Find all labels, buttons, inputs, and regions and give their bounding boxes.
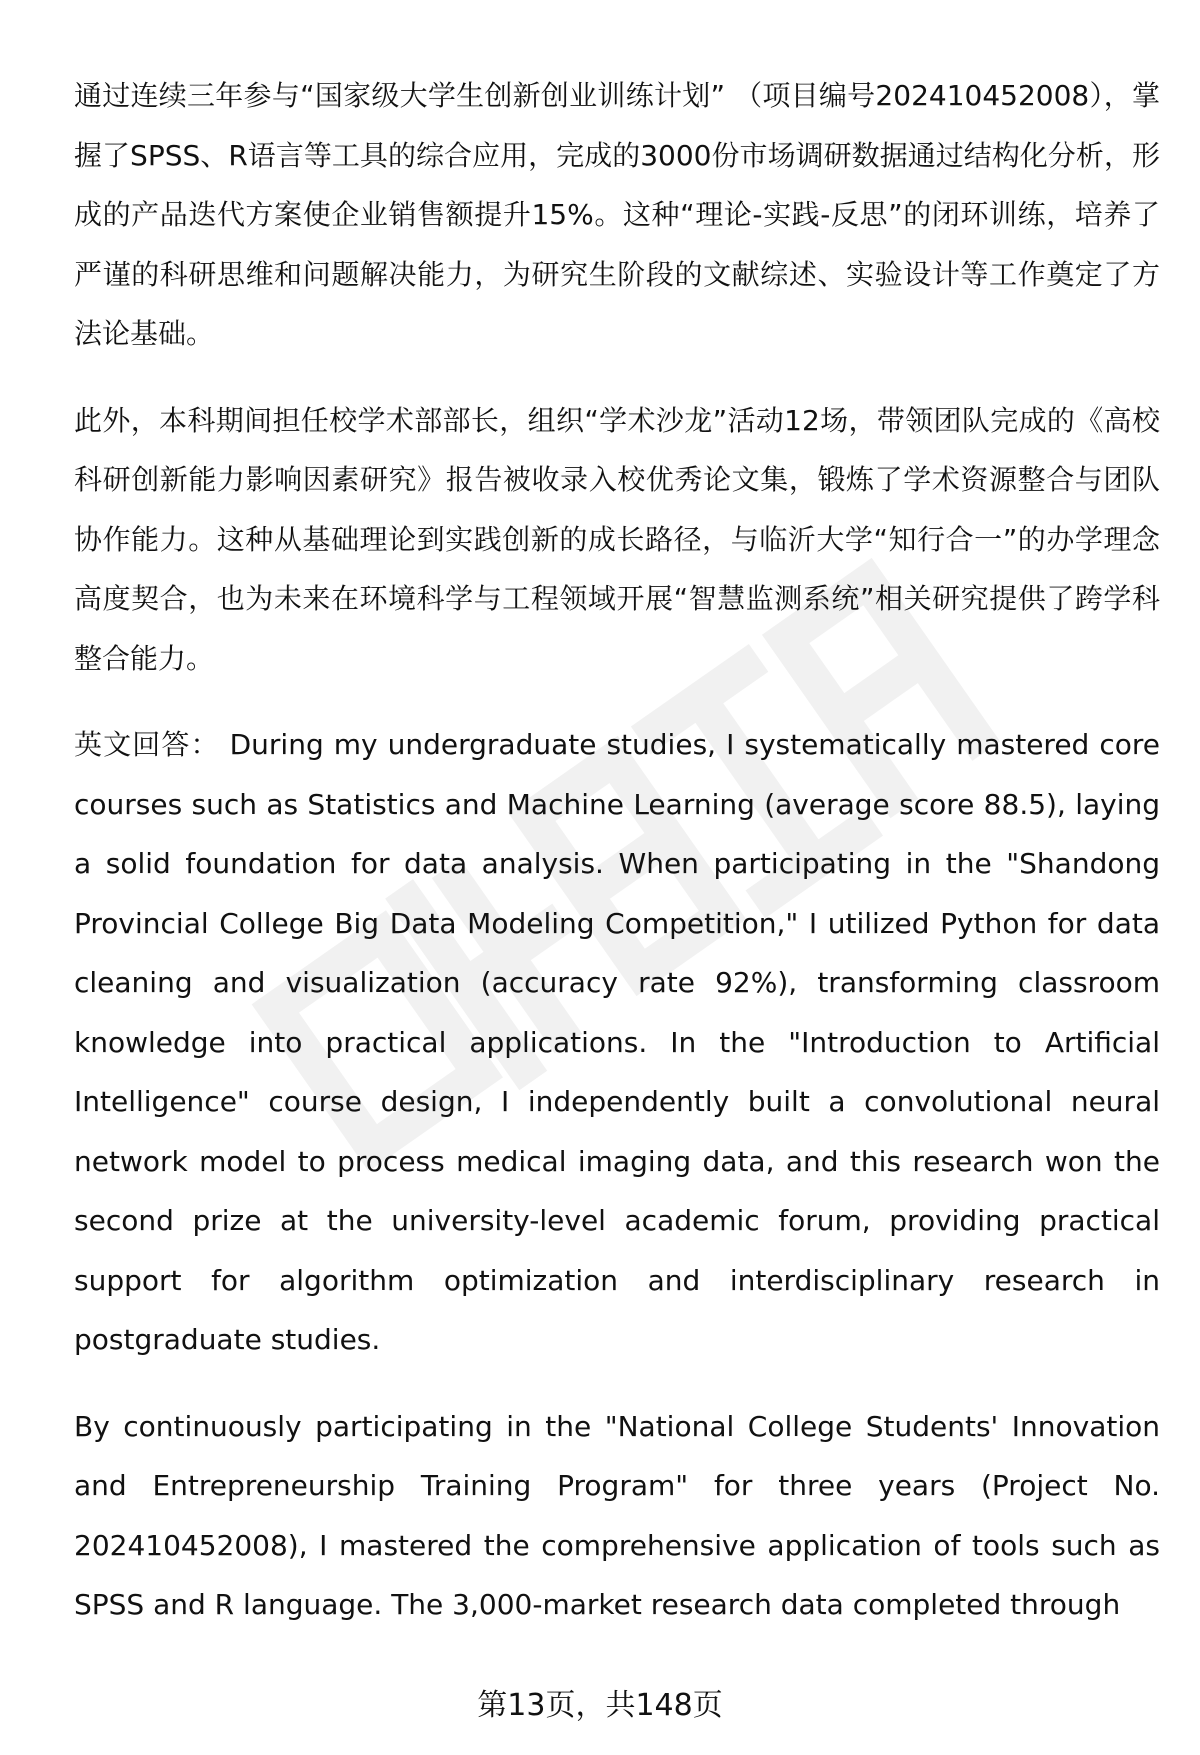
paragraph-4: By continuously participating in the "National College Students' Innovation and Entrepreneurship Training Program" for three years (Project No. 202410452008), I mastered the comprehensive application of tools such as SPSS and R language. The 3,000-market research data completed through	[74, 1409, 1160, 1621]
page-number-footer: 第13页，共148页	[477, 1688, 723, 1723]
paragraph-3: 英文回答： During my undergraduate studies, I systematically mastered core courses such as Statistics and Machine Learning (average score 88.5), laying a solid foundation for data analysis. When participating in the "Shandong Provincial College Big Data Modeling Competition," I utilized Python for data cleaning and visualization (accuracy rate 92%), transforming classroom knowledge into practical applications. In the "Introduction to Artificial Intelligence" course design, I independently built a convolutional neural network model to process medical imaging data, and this research won the second prize at the university-level academic forum, providing practical support for algorithm optimization and interdisciplinary research in postgraduate studies.	[74, 728, 1160, 1356]
paragraph-2: 此外，本科期间担任校学术部部长，组织“学术沙龙”活动12场，带领团队完成的《高校科研创新能力影响因素研究》报告被收录入校优秀论文集，锻炼了学术资源整合与团队协作能力。这种从基础理论到实践创新的成长路径，与临沂大学“知行合一”的办学理念高度契合，也为未来在环境科学与工程领域开展“智慧监测系统”相关研究提供了跨学科整合能力。	[74, 403, 1160, 675]
document-body	[74, 66, 1160, 1635]
paragraph-1: 通过连续三年参与“国家级大学生创新创业训练计划” （项目编号202410452008），掌握了SPSS、R语言等工具的综合应用，完成的3000份市场调研数据通过结构化分析，形成的产品迭代方案使企业销售额提升15%。这种“理论-实践-反思”的闭环训练，培养了严谨的科研思维和问题解决能力，为研究生阶段的文献综述、实验设计等工作奠定了方法论基础。	[74, 79, 1160, 350]
